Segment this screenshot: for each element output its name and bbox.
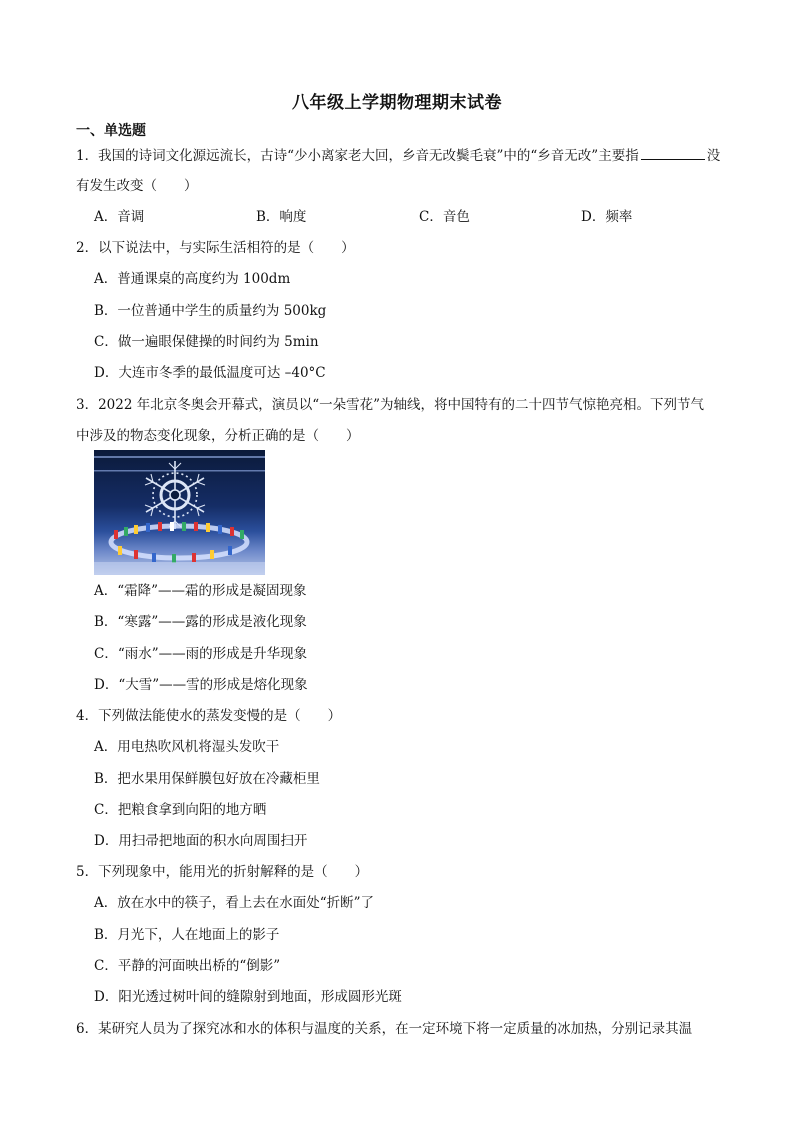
question-3-line-1: 3．2022 年北京冬奥会开幕式，演员以“一朵雪花”为轴线，将中国特有的二十四节气惊艳亮相。下列节气 [76, 397, 705, 413]
question-6-line-1: 6．某研究人员为了探究冰和水的体积与温度的关系，在一定环境下将一定质量的冰加热，分别记录其温 [76, 1021, 693, 1037]
q2-option-a: A．普通课桌的高度约为 100dm [94, 271, 291, 287]
q1-option-c: C．音色 [419, 209, 470, 225]
q4-option-d: D．用扫帚把地面的积水向周围扫开 [94, 833, 308, 849]
question-5-stem: 5．下列现象中，能用光的折射解释的是（ ） [76, 864, 369, 880]
question-1-text-end: 没 [706, 148, 721, 164]
q5-option-c: C．平静的河面映出桥的“倒影” [94, 958, 281, 974]
snowflake-stage-illustration [94, 450, 265, 575]
q2-option-c: C．做一遍眼保健操的时间约为 5min [94, 334, 319, 350]
q5-option-a: A．放在水中的筷子，看上去在水面处“折断”了 [94, 895, 375, 911]
q2-option-d: D．大连市冬季的最低温度可达 –40°C [94, 365, 326, 381]
q3-option-b: B．“寒露”——露的形成是液化现象 [94, 614, 307, 630]
q1-option-d: D．频率 [581, 209, 633, 225]
q3-option-d: D．“大雪”——雪的形成是熔化现象 [94, 677, 308, 693]
q3-option-a: A．“霜降”——霜的形成是凝固现象 [94, 583, 307, 599]
q1-option-b: B．响度 [256, 209, 307, 225]
q1-option-a: A．音调 [94, 209, 145, 225]
question-1-line-2: 有发生改变（ ） [76, 178, 198, 194]
question-1-line-1 [76, 146, 720, 165]
question-4-stem: 4．下列做法能使水的蒸发变慢的是（ ） [76, 708, 342, 724]
q5-option-d: D．阳光透过树叶间的缝隙射到地面，形成圆形光斑 [94, 989, 402, 1005]
opening-ceremony-photo [94, 450, 265, 575]
question-1-text: 1．我国的诗词文化源远流长，古诗“少小离家老大回，乡音无改鬓毛衰”中的“乡音无改”主要指 [76, 148, 639, 164]
q4-option-c: C．把粮食拿到向阳的地方晒 [94, 802, 267, 818]
question-2-stem: 2．以下说法中，与实际生活相符的是（ ） [76, 240, 355, 256]
page-title: 八年级上学期物理期末试卷 [292, 93, 502, 113]
q4-option-a: A．用电热吹风机将湿头发吹干 [94, 739, 280, 755]
q3-option-c: C．“雨水”——雨的形成是升华现象 [94, 646, 308, 662]
question-3-line-2: 中涉及的物态变化现象，分析正确的是（ ） [76, 428, 360, 444]
q2-option-b: B．一位普通中学生的质量约为 500kg [94, 303, 327, 319]
q4-option-b: B．把水果用保鲜膜包好放在冷藏柜里 [94, 771, 320, 787]
answer-blank [641, 146, 705, 160]
q5-option-b: B．月光下，人在地面上的影子 [94, 927, 280, 943]
section-heading: 一、单选题 [76, 123, 146, 139]
